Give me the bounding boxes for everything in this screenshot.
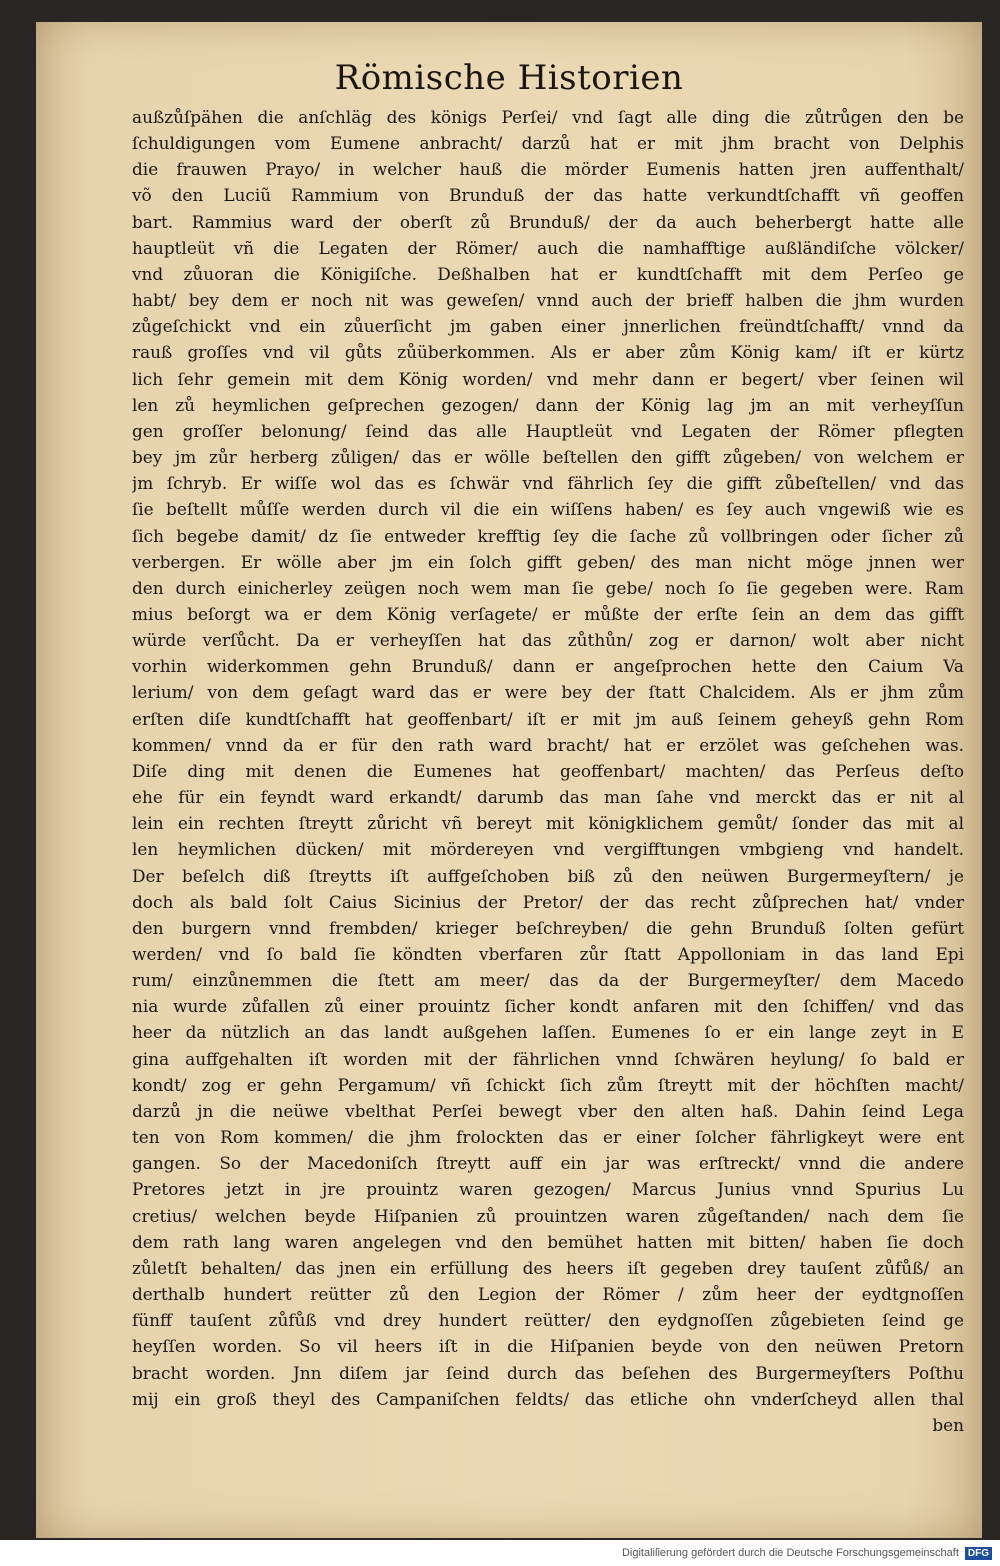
text-line: Pretores jetzt in jre prouintz waren gezogen/ Marcus Junius vnnd Spurius Lu [132, 1179, 964, 1200]
text-line: Der beſelch diß ſtreytts iſt auffgeſchoben biß zů den neüwen Burgermeyſtern/ je [132, 865, 964, 886]
text-line: cretius/ welchen beyde Hiſpanien zů prouintzen waren zůgeſtanden/ nach dem ſie [132, 1205, 964, 1226]
text-line: dem rath lang waren angelegen vnd den bemühet hatten mit bitten/ haben ſie doch [132, 1231, 964, 1252]
text-line: len zů heymlichen geſprechen gezogen/ dann der König lag jm an mit verheyſſun [132, 394, 964, 415]
text-line: võ den Luciũ Rammium von Brunduß der das hatte verkundtſchafft vñ geoffen [132, 185, 964, 206]
text-line: die frauwen Prayo/ in welcher hauß die mörder Eumenis hatten jren auffenthalt/ [132, 159, 964, 180]
text-line: ſchuldigungen vom Eumene anbracht/ darzů hat er mit jhm bracht von Delphis [132, 133, 964, 154]
text-line: den burgern vnnd frembden/ krieger beſchreyben/ die gehn Brunduß ſolten gefürt [132, 917, 964, 938]
text-line: würde verſůcht. Da er verheyſſen hat das zůthůn/ zog er darnon/ wolt aber nicht [132, 630, 964, 651]
text-line: gangen. So der Macedoniſch ſtreytt auff ein jar was erſtreckt/ vnnd die andere [132, 1153, 964, 1174]
text-line: außzůſpähen die anſchläg des königs Perſei/ vnd ſagt alle ding die zůtrůgen den be [132, 107, 964, 127]
text-line: bracht worden. Jnn diſem jar ſeind durch das beſehen des Burgermeyſters Poſthu [132, 1362, 964, 1383]
text-line: vnd zůuoran die Königiſche. Deßhalben hat er kundtſchafft mit dem Perſeo ge [132, 263, 964, 284]
text-line: ſie beſtellt můſſe werden durch vil die ein wiſſens haben/ es ſey auch vngewiß wie es [132, 499, 964, 520]
text-line: werden/ vnd ſo bald ſie köndten vberfaren zůr ſtatt Appolloniam in das land Epi [132, 944, 964, 964]
text-line: habt/ bey dem er noch nit was geweſen/ vnnd auch der brieff halben die jhm wurden [132, 290, 964, 311]
text-line: kondt/ zog er gehn Pergamum/ vñ ſchickt ſich zům ſtreytt mit der höchſten macht/ [132, 1074, 964, 1095]
text-line: hauptleüt vñ die Legaten der Römer/ auch die namhafftige außländiſche völcker/ [132, 237, 964, 258]
text-line: fünff tauſent zůfůß vnd drey hundert reütter/ den eydgnoſſen zůgebieten ſeind ge [132, 1310, 964, 1331]
text-line: lich ſehr gemein mit dem König worden/ vnd mehr dann er begert/ vber ſeinen wil [132, 368, 964, 389]
text-line: bart. Rammius ward der oberſt zů Brunduß/ der da auch beherbergt hatte alle [132, 211, 964, 232]
text-line: vorhin widerkommen gehn Brunduß/ dann er angeſprochen hette den Caium Va [132, 656, 964, 677]
dfg-logo: DFG [965, 1547, 992, 1560]
book-page [36, 22, 982, 1538]
text-line: erſten diſe kundtſchafft hat geoffenbart/ iſt er mit jm auß ſeinem geheyß gehn Rom [132, 708, 964, 729]
text-line: jm ſchryb. Er wiſſe wol das es ſchwär vnd fährlich ſey die gifft zůbeſtellen/ vnd das [132, 473, 964, 494]
text-line: gina auffgehalten iſt worden mit der fährlichen vnnd ſchwären heylung/ ſo bald er [132, 1048, 964, 1069]
text-line: ſich begebe damit/ dz ſie entweder krefftig ſey die ſache zů vollbringen oder ſicher zů [132, 525, 964, 546]
text-line: darzů jn die neüwe vbelthat Perſei bewegt vber den alten haß. Dahin ſeind Lega [132, 1100, 964, 1121]
text-line: mius beſorgt wa er dem König verſagete/ er můßte der erſte ſein an dem das gifft [132, 603, 964, 624]
text-line: ben [932, 1414, 964, 1435]
text-line: doch als bald ſolt Caius Sicinius der Pretor/ der das recht zůſprechen hat/ vnder [132, 891, 964, 912]
text-line: zůgeſchickt vnd ein zůuerſicht jm gaben einer jnnerlichen freündtſchafft/ vnnd da [132, 316, 964, 337]
text-line: den durch einicherley zeügen noch wem man ſie gebe/ noch ſo ſie gegeben were. Ram [132, 577, 964, 598]
text-line: bey jm zůr herberg zůligen/ das er wölle beſtellen den gifft zůgeben/ von welchem er [132, 447, 964, 468]
footer-credit: Digitaliſierung gefördert durch die Deutsche Forschungsgemeinschaft [621, 1547, 959, 1559]
text-line: derthalb hundert reütter zů den Legion der Römer / zům heer der eydtgnoſſen [132, 1284, 964, 1305]
text-line: ten von Rom kommen/ die jhm frolockten das er einer ſolcher fährligkeyt were ent [132, 1127, 964, 1148]
text-line: heer da nützlich an das landt außgehen laſſen. Eumenes ſo er ein lange zeyt in E [132, 1022, 964, 1043]
text-line: verbergen. Er wölle aber jm ein ſolch gifft geben/ des man nicht möge jnnen wer [132, 551, 964, 572]
text-line: Diſe ding mit denen die Eumenes hat geoffenbart/ machten/ das Perſeus deſto [132, 760, 964, 781]
text-line: heyſſen worden. So vil heers iſt in die Hiſpanien beyde von den neüwen Pretorn [132, 1336, 964, 1357]
text-line: lerium/ von dem geſagt ward das er were bey der ſtatt Chalcidem. Als er jhm zům [132, 682, 964, 703]
text-line: gen groſſer belonung/ ſeind das alle Hauptleüt vnd Legaten der Römer pflegten [132, 420, 964, 441]
text-line: ehe für ein feyndt ward erkandt/ darumb das man ſahe vnd merckt das er nit al [132, 787, 964, 808]
text-line: len heymlichen dücken/ mit mördereyen vnd vergifftungen vmbgieng vnd handelt. [132, 839, 964, 860]
text-line: lein ein rechten ſtreytt zůricht vñ bereyt mit königklichem gemůt/ ſonder das mit al [132, 813, 964, 834]
digitization-footer [0, 1540, 1000, 1566]
text-line: nia wurde zůfallen zů einer prouintz ſicher kondt anfaren mit den ſchiffen/ vnd das [132, 996, 964, 1017]
body-text [132, 106, 964, 1436]
text-line: rauß groſſes vnd vil gůts zůüberkommen. Als er aber zům König kam/ iſt er kürtz [132, 342, 964, 363]
text-line: rum/ einzůnemmen die ſtett am meer/ das da der Burgermeyſter/ dem Macedo [132, 970, 964, 991]
text-line: mij ein groß theyl des Campaniſchen feldts/ das etliche ohn vnderſcheyd allen thal [132, 1388, 964, 1409]
text-line: kommen/ vnnd da er für den rath ward bracht/ hat er erzölet was geſchehen was. [132, 734, 964, 755]
text-line: zůletſt behalten/ das jnen ein erfüllung des heers iſt gegeben drey tauſent zůfůß/ an [132, 1257, 964, 1278]
running-header: Römische Historien [334, 58, 684, 98]
